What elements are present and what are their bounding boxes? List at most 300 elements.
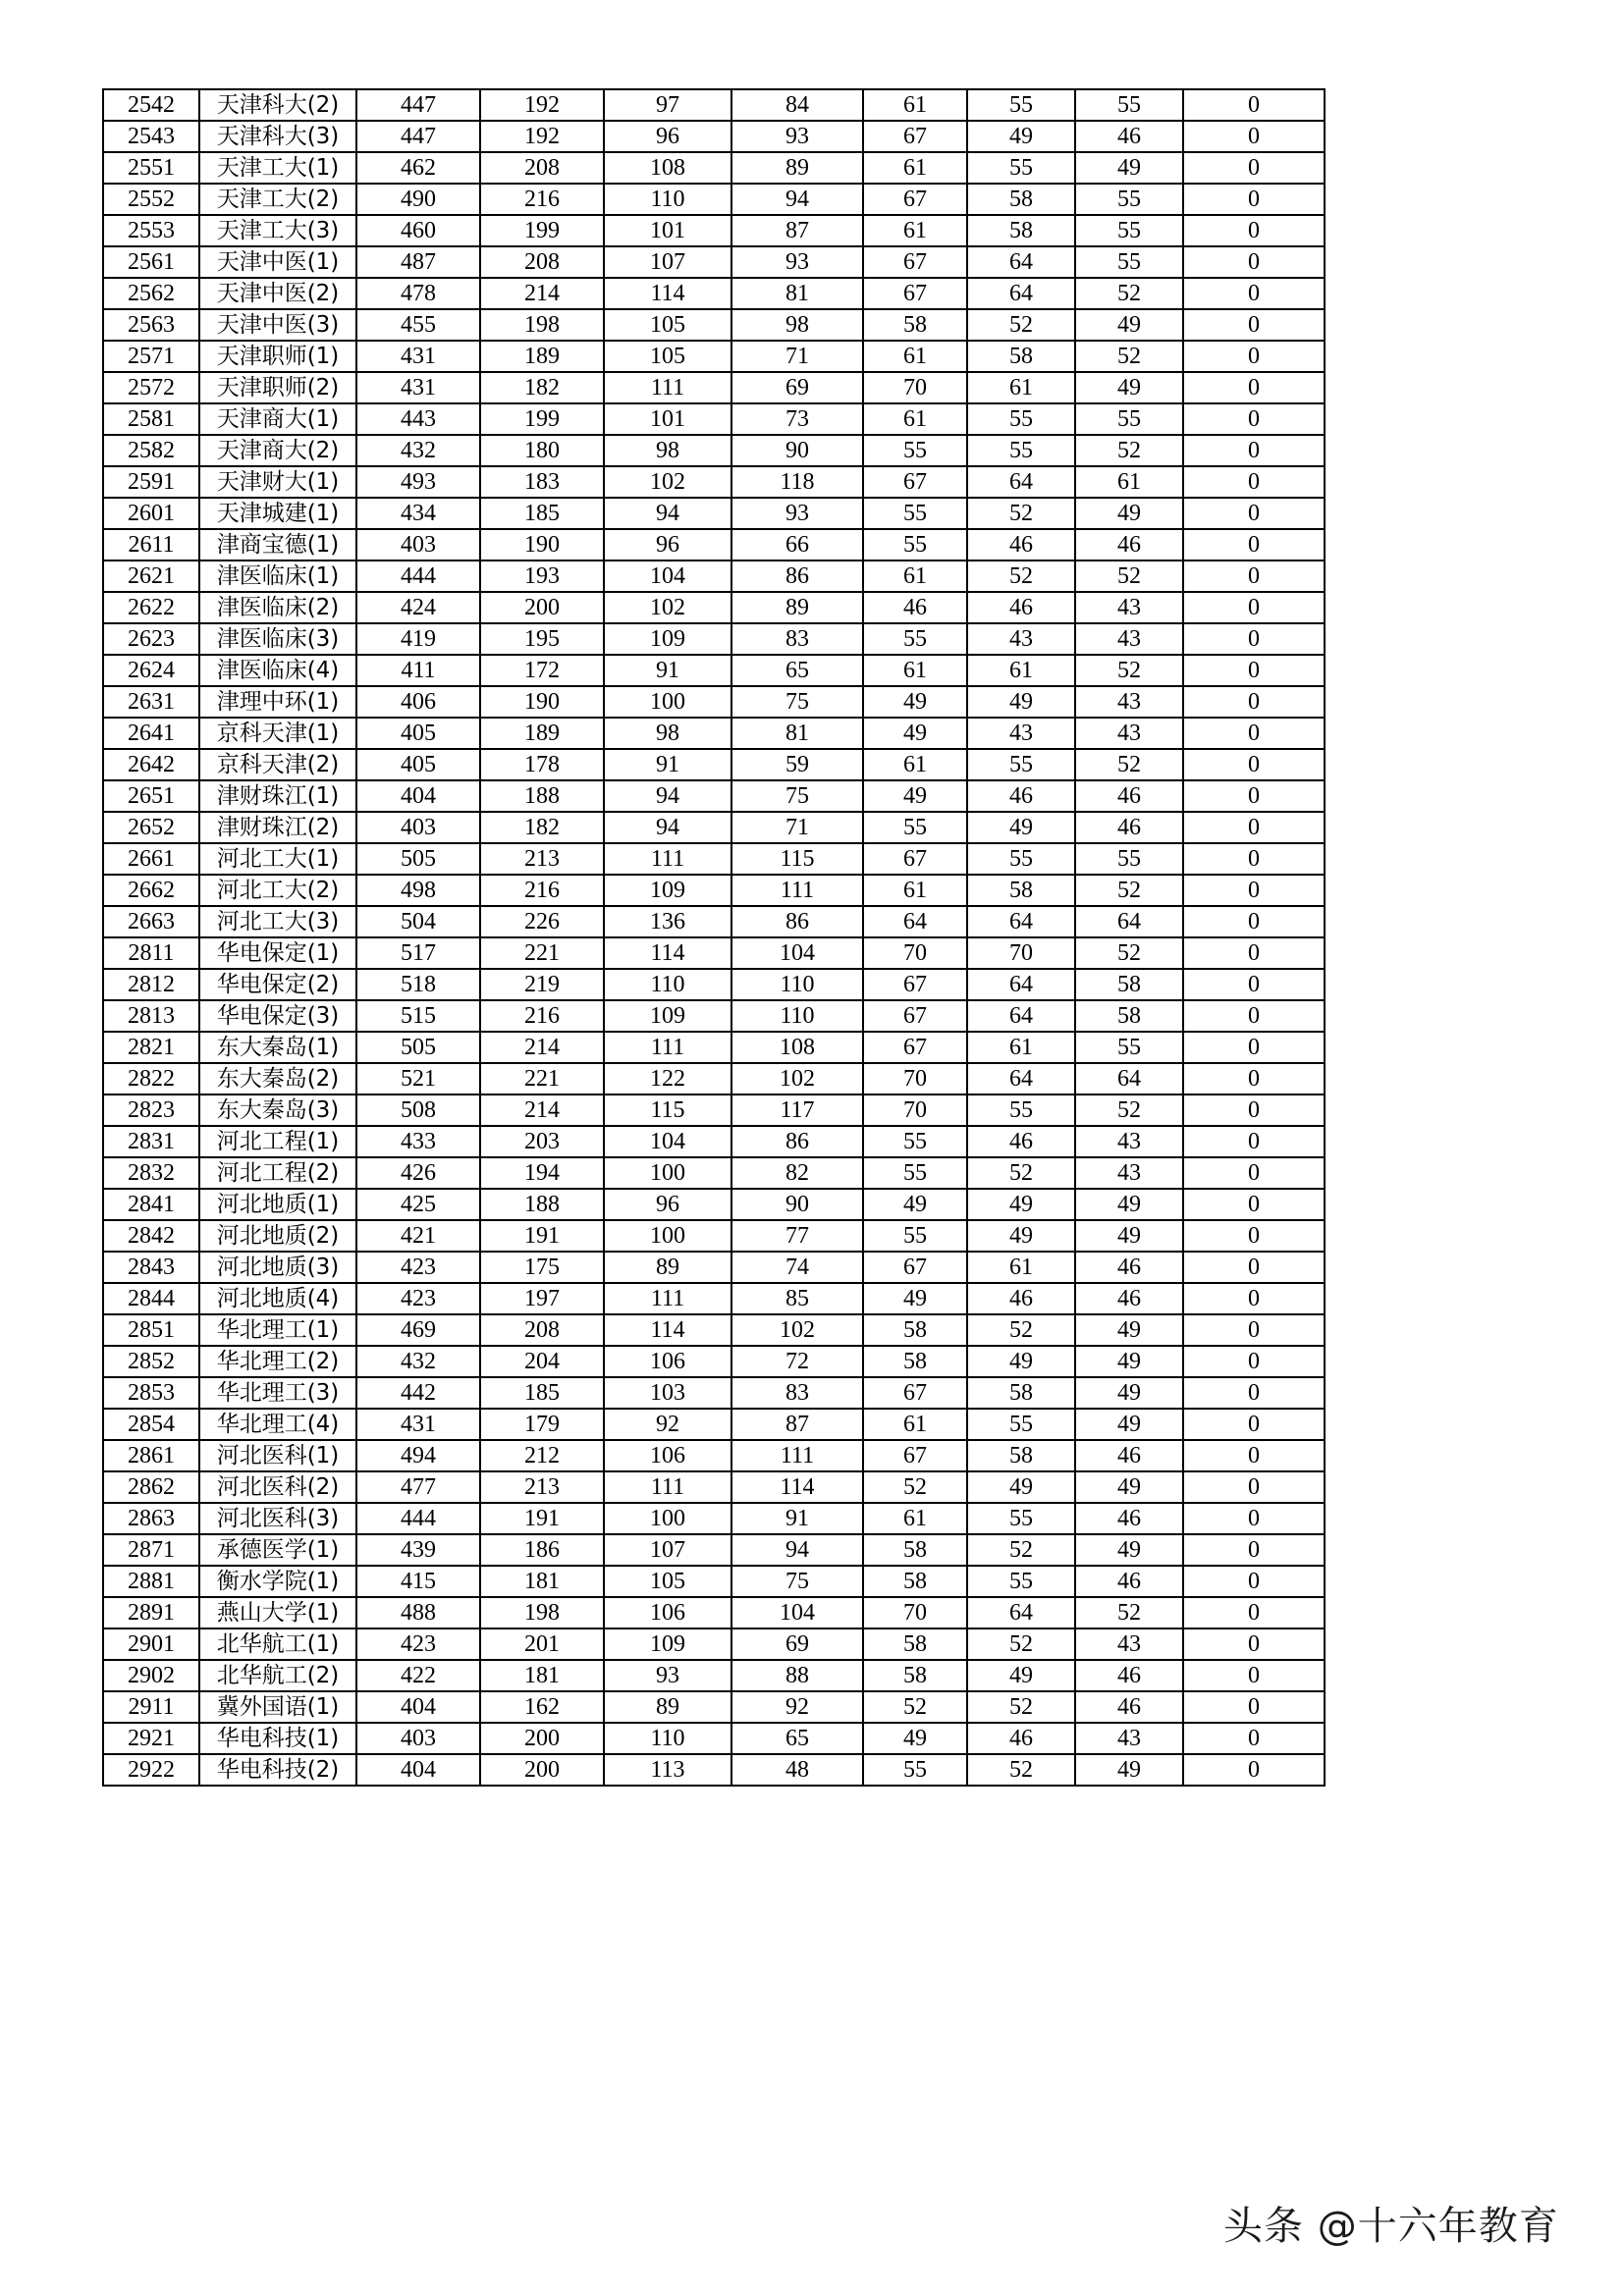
cell-v3: 104 [731, 937, 863, 969]
cell-v2: 98 [604, 718, 731, 749]
table-row [103, 937, 1325, 969]
cell-v4: 67 [863, 184, 967, 215]
cell-v7: 0 [1183, 1723, 1325, 1754]
cell-v6: 64 [1075, 1063, 1183, 1095]
cell-total: 433 [356, 1126, 480, 1157]
cell-v2: 114 [604, 937, 731, 969]
table-row [103, 435, 1325, 466]
table-row [103, 623, 1325, 655]
cell-total: 462 [356, 152, 480, 184]
cell-v1: 172 [480, 655, 604, 686]
cell-total: 421 [356, 1220, 480, 1252]
cell-v2: 111 [604, 843, 731, 875]
cell-total: 403 [356, 1723, 480, 1754]
cell-v7: 0 [1183, 906, 1325, 937]
cell-v4: 55 [863, 498, 967, 529]
cell-v6: 46 [1075, 1503, 1183, 1534]
cell-v7: 0 [1183, 246, 1325, 278]
cell-v7: 0 [1183, 278, 1325, 309]
cell-v6: 49 [1075, 309, 1183, 341]
cell-total: 442 [356, 1377, 480, 1409]
cell-v4: 52 [863, 1471, 967, 1503]
cell-v7: 0 [1183, 309, 1325, 341]
cell-code: 2921 [103, 1723, 199, 1754]
cell-total: 431 [356, 341, 480, 372]
cell-v3: 104 [731, 1597, 863, 1629]
cell-v2: 105 [604, 1566, 731, 1597]
cell-v1: 214 [480, 278, 604, 309]
table-row [103, 718, 1325, 749]
cell-code: 2812 [103, 969, 199, 1000]
cell-code: 2652 [103, 812, 199, 843]
cell-v1: 180 [480, 435, 604, 466]
cell-v7: 0 [1183, 1095, 1325, 1126]
cell-v6: 64 [1075, 906, 1183, 937]
cell-name: 京科天津(2) [199, 749, 356, 780]
cell-v6: 55 [1075, 1032, 1183, 1063]
cell-v3: 118 [731, 466, 863, 498]
cell-code: 2852 [103, 1346, 199, 1377]
cell-v3: 65 [731, 655, 863, 686]
cell-name: 河北医科(1) [199, 1440, 356, 1471]
cell-v4: 67 [863, 246, 967, 278]
cell-v6: 43 [1075, 1723, 1183, 1754]
table-row [103, 1409, 1325, 1440]
cell-v1: 208 [480, 152, 604, 184]
cell-v1: 162 [480, 1691, 604, 1723]
cell-code: 2572 [103, 372, 199, 403]
cell-v5: 64 [967, 906, 1075, 937]
table-row [103, 403, 1325, 435]
cell-code: 2813 [103, 1000, 199, 1032]
cell-v7: 0 [1183, 1220, 1325, 1252]
cell-v5: 52 [967, 309, 1075, 341]
cell-total: 404 [356, 1691, 480, 1723]
cell-v6: 58 [1075, 969, 1183, 1000]
table-row [103, 1691, 1325, 1723]
cell-total: 515 [356, 1000, 480, 1032]
cell-total: 423 [356, 1252, 480, 1283]
cell-v3: 98 [731, 309, 863, 341]
cell-v3: 89 [731, 592, 863, 623]
cell-v7: 0 [1183, 1314, 1325, 1346]
cell-v2: 102 [604, 592, 731, 623]
cell-v4: 61 [863, 875, 967, 906]
cell-v7: 0 [1183, 466, 1325, 498]
cell-v5: 58 [967, 1377, 1075, 1409]
cell-v1: 182 [480, 812, 604, 843]
cell-v4: 58 [863, 1314, 967, 1346]
cell-total: 487 [356, 246, 480, 278]
cell-v3: 110 [731, 1000, 863, 1032]
cell-v2: 111 [604, 372, 731, 403]
cell-v1: 175 [480, 1252, 604, 1283]
cell-v7: 0 [1183, 1126, 1325, 1157]
cell-name: 津医临床(3) [199, 623, 356, 655]
cell-v2: 100 [604, 1220, 731, 1252]
cell-v2: 91 [604, 655, 731, 686]
cell-v7: 0 [1183, 435, 1325, 466]
cell-v6: 55 [1075, 184, 1183, 215]
cell-v4: 61 [863, 341, 967, 372]
table-row [103, 89, 1325, 121]
cell-v7: 0 [1183, 1283, 1325, 1314]
cell-v5: 49 [967, 1189, 1075, 1220]
cell-code: 2911 [103, 1691, 199, 1723]
cell-v2: 136 [604, 906, 731, 937]
cell-v6: 52 [1075, 655, 1183, 686]
cell-v4: 58 [863, 1629, 967, 1660]
cell-total: 504 [356, 906, 480, 937]
cell-name: 天津商大(2) [199, 435, 356, 466]
cell-code: 2901 [103, 1629, 199, 1660]
cell-v3: 108 [731, 1032, 863, 1063]
cell-name: 河北工程(1) [199, 1126, 356, 1157]
cell-name: 河北工大(1) [199, 843, 356, 875]
cell-v4: 67 [863, 1000, 967, 1032]
cell-v3: 83 [731, 1377, 863, 1409]
cell-code: 2881 [103, 1566, 199, 1597]
cell-v2: 89 [604, 1691, 731, 1723]
cell-v7: 0 [1183, 1440, 1325, 1471]
cell-v3: 111 [731, 875, 863, 906]
cell-v4: 67 [863, 1440, 967, 1471]
cell-name: 华电科技(2) [199, 1754, 356, 1786]
cell-v7: 0 [1183, 1503, 1325, 1534]
cell-v6: 43 [1075, 718, 1183, 749]
cell-v2: 98 [604, 435, 731, 466]
cell-v1: 189 [480, 341, 604, 372]
cell-name: 津财珠江(2) [199, 812, 356, 843]
cell-v7: 0 [1183, 89, 1325, 121]
cell-v2: 110 [604, 1723, 731, 1754]
cell-v1: 192 [480, 89, 604, 121]
cell-v3: 59 [731, 749, 863, 780]
cell-v4: 67 [863, 1252, 967, 1283]
cell-v5: 49 [967, 812, 1075, 843]
cell-v3: 110 [731, 969, 863, 1000]
cell-v2: 97 [604, 89, 731, 121]
table-row [103, 1314, 1325, 1346]
cell-total: 432 [356, 435, 480, 466]
cell-v7: 0 [1183, 1157, 1325, 1189]
cell-v2: 100 [604, 1157, 731, 1189]
cell-code: 2582 [103, 435, 199, 466]
cell-v1: 214 [480, 1032, 604, 1063]
cell-v7: 0 [1183, 1534, 1325, 1566]
cell-v3: 90 [731, 1189, 863, 1220]
cell-v6: 49 [1075, 498, 1183, 529]
table-row [103, 1157, 1325, 1189]
cell-v1: 219 [480, 969, 604, 1000]
table-row [103, 1252, 1325, 1283]
cell-v6: 43 [1075, 1126, 1183, 1157]
cell-v4: 49 [863, 1723, 967, 1754]
cell-v5: 52 [967, 1691, 1075, 1723]
cell-v2: 110 [604, 184, 731, 215]
cell-v5: 58 [967, 1440, 1075, 1471]
cell-v7: 0 [1183, 403, 1325, 435]
cell-name: 河北地质(3) [199, 1252, 356, 1283]
cell-v6: 46 [1075, 1440, 1183, 1471]
cell-v1: 216 [480, 184, 604, 215]
cell-v7: 0 [1183, 184, 1325, 215]
cell-v6: 43 [1075, 1157, 1183, 1189]
cell-total: 415 [356, 1566, 480, 1597]
cell-v6: 52 [1075, 875, 1183, 906]
cell-v1: 179 [480, 1409, 604, 1440]
cell-total: 423 [356, 1629, 480, 1660]
cell-v3: 115 [731, 843, 863, 875]
cell-v5: 64 [967, 1063, 1075, 1095]
cell-v1: 186 [480, 1534, 604, 1566]
table-row [103, 215, 1325, 246]
cell-v6: 46 [1075, 780, 1183, 812]
table-row [103, 1220, 1325, 1252]
cell-v5: 52 [967, 1314, 1075, 1346]
cell-v1: 199 [480, 215, 604, 246]
cell-v5: 61 [967, 655, 1075, 686]
cell-name: 华北理工(2) [199, 1346, 356, 1377]
cell-v7: 0 [1183, 1346, 1325, 1377]
cell-v6: 52 [1075, 1597, 1183, 1629]
cell-v4: 55 [863, 1126, 967, 1157]
cell-name: 津财珠江(1) [199, 780, 356, 812]
cell-v6: 49 [1075, 1754, 1183, 1786]
cell-v4: 64 [863, 906, 967, 937]
cell-v3: 86 [731, 561, 863, 592]
cell-v6: 52 [1075, 937, 1183, 969]
cell-v7: 0 [1183, 875, 1325, 906]
cell-v3: 75 [731, 686, 863, 718]
cell-v5: 58 [967, 875, 1075, 906]
cell-name: 北华航工(2) [199, 1660, 356, 1691]
cell-total: 488 [356, 1597, 480, 1629]
cell-total: 493 [356, 466, 480, 498]
cell-v3: 82 [731, 1157, 863, 1189]
cell-v4: 67 [863, 121, 967, 152]
table-row [103, 1597, 1325, 1629]
cell-v6: 49 [1075, 1346, 1183, 1377]
cell-total: 505 [356, 843, 480, 875]
cell-name: 东大秦岛(3) [199, 1095, 356, 1126]
cell-v6: 58 [1075, 1000, 1183, 1032]
cell-total: 469 [356, 1314, 480, 1346]
cell-v3: 69 [731, 1629, 863, 1660]
table-row [103, 1095, 1325, 1126]
cell-v4: 49 [863, 1283, 967, 1314]
cell-v7: 0 [1183, 561, 1325, 592]
table-row [103, 1629, 1325, 1660]
cell-total: 405 [356, 749, 480, 780]
cell-v3: 48 [731, 1754, 863, 1786]
cell-total: 455 [356, 309, 480, 341]
cell-v7: 0 [1183, 1597, 1325, 1629]
cell-total: 498 [356, 875, 480, 906]
cell-v4: 55 [863, 435, 967, 466]
cell-v2: 109 [604, 1629, 731, 1660]
cell-v4: 61 [863, 89, 967, 121]
cell-v4: 61 [863, 1409, 967, 1440]
cell-code: 2552 [103, 184, 199, 215]
cell-v6: 46 [1075, 1660, 1183, 1691]
cell-v1: 191 [480, 1503, 604, 1534]
table-row [103, 655, 1325, 686]
cell-name: 华电保定(3) [199, 1000, 356, 1032]
cell-code: 2862 [103, 1471, 199, 1503]
cell-code: 2561 [103, 246, 199, 278]
cell-v2: 114 [604, 278, 731, 309]
cell-v3: 117 [731, 1095, 863, 1126]
cell-code: 2821 [103, 1032, 199, 1063]
cell-v5: 55 [967, 89, 1075, 121]
cell-total: 490 [356, 184, 480, 215]
cell-v6: 61 [1075, 466, 1183, 498]
cell-v1: 200 [480, 1723, 604, 1754]
cell-v1: 182 [480, 372, 604, 403]
cell-code: 2861 [103, 1440, 199, 1471]
cell-v7: 0 [1183, 1409, 1325, 1440]
cell-v4: 67 [863, 843, 967, 875]
cell-v3: 102 [731, 1063, 863, 1095]
cell-v5: 70 [967, 937, 1075, 969]
cell-total: 411 [356, 655, 480, 686]
cell-v7: 0 [1183, 1691, 1325, 1723]
cell-v5: 49 [967, 1346, 1075, 1377]
cell-v3: 86 [731, 906, 863, 937]
cell-code: 2601 [103, 498, 199, 529]
cell-name: 东大秦岛(1) [199, 1032, 356, 1063]
table-row [103, 1032, 1325, 1063]
cell-name: 华北理工(4) [199, 1409, 356, 1440]
cell-v3: 93 [731, 246, 863, 278]
cell-v6: 49 [1075, 1220, 1183, 1252]
cell-total: 439 [356, 1534, 480, 1566]
cell-v1: 203 [480, 1126, 604, 1157]
cell-name: 天津工大(2) [199, 184, 356, 215]
cell-v5: 55 [967, 749, 1075, 780]
cell-v2: 93 [604, 1660, 731, 1691]
cell-total: 518 [356, 969, 480, 1000]
cell-v5: 55 [967, 843, 1075, 875]
cell-v6: 52 [1075, 435, 1183, 466]
cell-v2: 109 [604, 623, 731, 655]
cell-v7: 0 [1183, 812, 1325, 843]
cell-v5: 64 [967, 1597, 1075, 1629]
table-row [103, 1377, 1325, 1409]
cell-v1: 201 [480, 1629, 604, 1660]
cell-v7: 0 [1183, 121, 1325, 152]
cell-v1: 198 [480, 309, 604, 341]
cell-v6: 49 [1075, 372, 1183, 403]
cell-v1: 199 [480, 403, 604, 435]
cell-v1: 191 [480, 1220, 604, 1252]
cell-v5: 46 [967, 1126, 1075, 1157]
cell-total: 444 [356, 561, 480, 592]
cell-v3: 111 [731, 1440, 863, 1471]
cell-v4: 67 [863, 1032, 967, 1063]
cell-total: 447 [356, 89, 480, 121]
cell-code: 2891 [103, 1597, 199, 1629]
table-row [103, 1126, 1325, 1157]
cell-v6: 52 [1075, 561, 1183, 592]
cell-v2: 113 [604, 1754, 731, 1786]
cell-v5: 46 [967, 780, 1075, 812]
cell-v3: 87 [731, 1409, 863, 1440]
cell-v5: 64 [967, 969, 1075, 1000]
cell-v1: 185 [480, 1377, 604, 1409]
cell-v6: 43 [1075, 623, 1183, 655]
table-body [103, 89, 1325, 1786]
cell-v6: 49 [1075, 1409, 1183, 1440]
cell-v6: 55 [1075, 215, 1183, 246]
cell-v6: 49 [1075, 152, 1183, 184]
cell-v6: 55 [1075, 246, 1183, 278]
cell-code: 2922 [103, 1754, 199, 1786]
cell-v3: 65 [731, 1723, 863, 1754]
cell-code: 2841 [103, 1189, 199, 1220]
cell-v6: 49 [1075, 1314, 1183, 1346]
cell-v7: 0 [1183, 655, 1325, 686]
cell-v4: 61 [863, 215, 967, 246]
cell-v3: 81 [731, 718, 863, 749]
cell-v2: 114 [604, 1314, 731, 1346]
cell-v4: 61 [863, 749, 967, 780]
cell-v2: 100 [604, 686, 731, 718]
cell-total: 403 [356, 812, 480, 843]
cell-v2: 96 [604, 1189, 731, 1220]
cell-v2: 107 [604, 246, 731, 278]
cell-v1: 216 [480, 1000, 604, 1032]
cell-code: 2851 [103, 1314, 199, 1346]
cell-code: 2823 [103, 1095, 199, 1126]
cell-v5: 55 [967, 1566, 1075, 1597]
cell-name: 冀外国语(1) [199, 1691, 356, 1723]
cell-v4: 49 [863, 780, 967, 812]
cell-v1: 195 [480, 623, 604, 655]
cell-v5: 49 [967, 1660, 1075, 1691]
cell-v5: 46 [967, 1723, 1075, 1754]
admission-scores-table [102, 88, 1326, 1787]
cell-v6: 43 [1075, 686, 1183, 718]
cell-code: 2902 [103, 1660, 199, 1691]
cell-v2: 94 [604, 812, 731, 843]
cell-v1: 185 [480, 498, 604, 529]
cell-name: 河北地质(2) [199, 1220, 356, 1252]
cell-v5: 52 [967, 1754, 1075, 1786]
cell-v7: 0 [1183, 1189, 1325, 1220]
cell-name: 天津职师(1) [199, 341, 356, 372]
cell-v2: 94 [604, 498, 731, 529]
cell-v5: 55 [967, 403, 1075, 435]
cell-code: 2854 [103, 1409, 199, 1440]
cell-total: 425 [356, 1189, 480, 1220]
cell-code: 2563 [103, 309, 199, 341]
cell-code: 2832 [103, 1157, 199, 1189]
cell-v7: 0 [1183, 1032, 1325, 1063]
cell-v4: 61 [863, 561, 967, 592]
cell-total: 447 [356, 121, 480, 152]
cell-v7: 0 [1183, 1471, 1325, 1503]
cell-v7: 0 [1183, 843, 1325, 875]
table-row [103, 875, 1325, 906]
cell-v1: 181 [480, 1566, 604, 1597]
cell-v7: 0 [1183, 780, 1325, 812]
cell-v6: 46 [1075, 1691, 1183, 1723]
table-row [103, 278, 1325, 309]
cell-total: 406 [356, 686, 480, 718]
cell-name: 华电科技(1) [199, 1723, 356, 1754]
